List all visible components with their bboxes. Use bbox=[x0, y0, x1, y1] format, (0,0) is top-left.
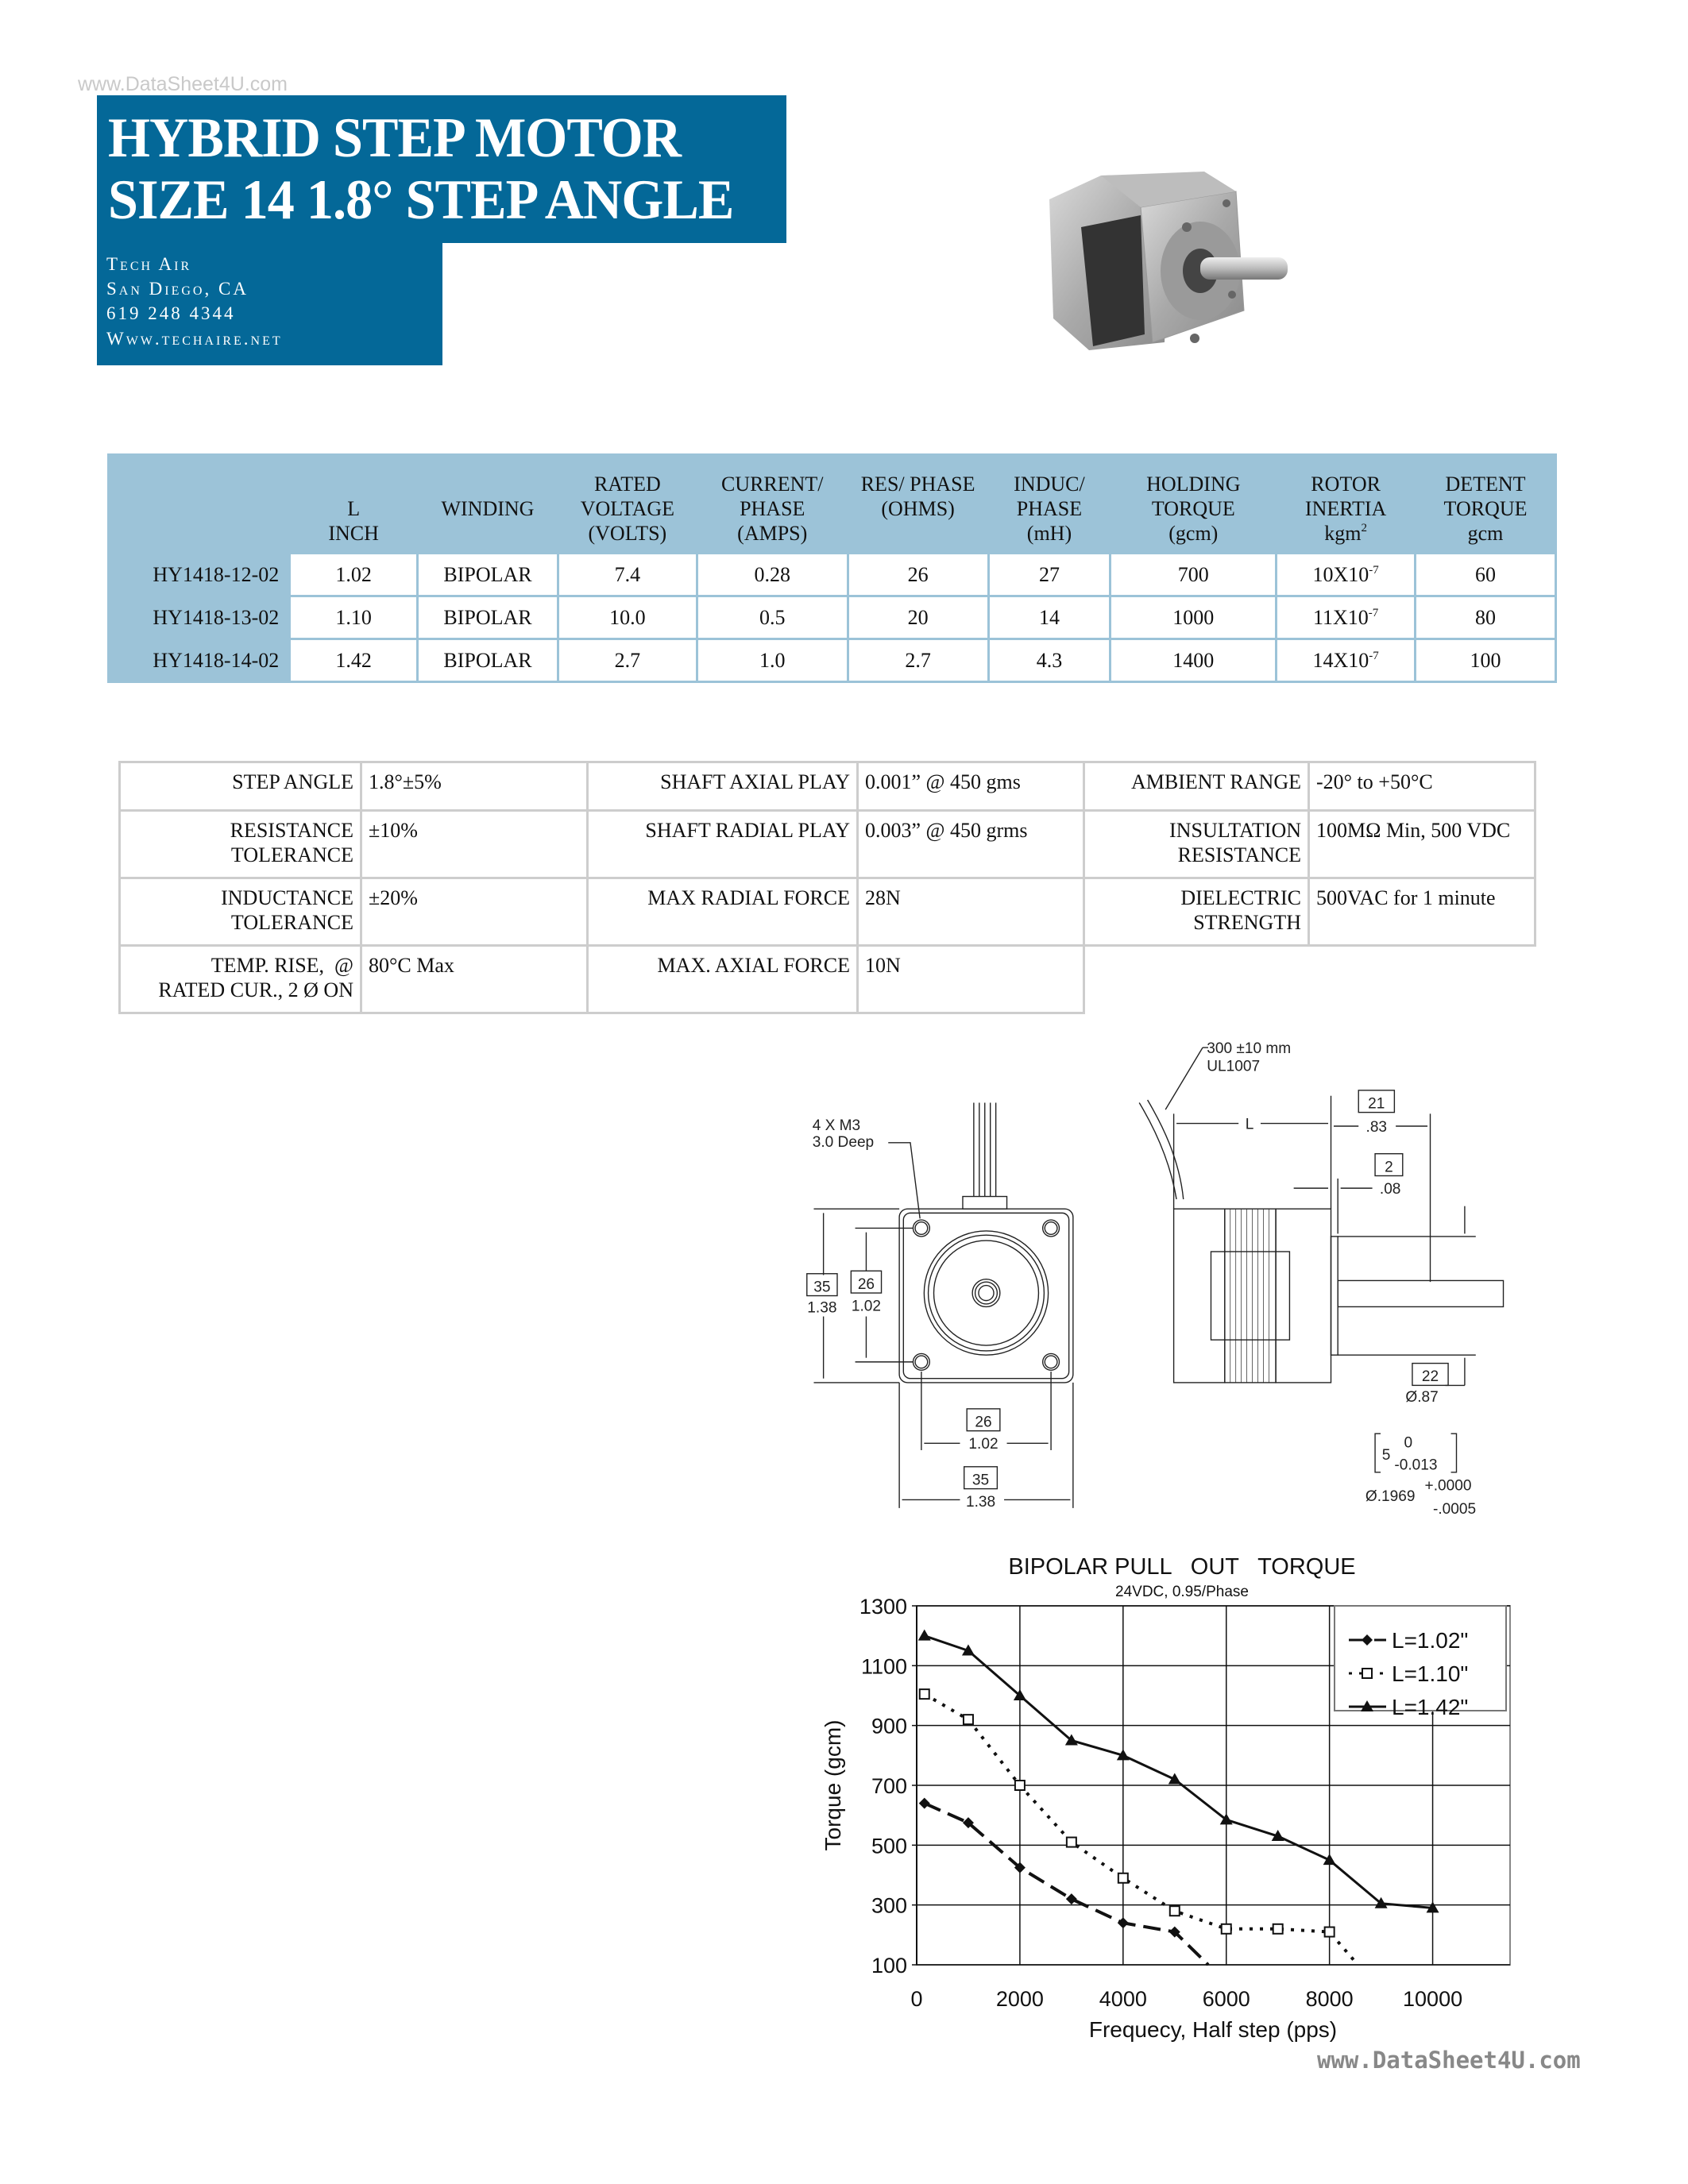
empty-cell bbox=[1084, 946, 1535, 1013]
property-label: SHAFT RADIAL PLAY bbox=[588, 811, 858, 878]
length-cell-text: 1.10 bbox=[335, 605, 372, 629]
square-marker bbox=[1118, 1873, 1128, 1883]
properties-table bbox=[118, 761, 1536, 1014]
header-winding bbox=[418, 453, 558, 554]
header-text: (VOLTS) bbox=[588, 522, 667, 545]
x-tick-label: 2000 bbox=[995, 1987, 1044, 2011]
header-banner bbox=[97, 95, 786, 243]
dim-35-mm: 35 bbox=[813, 1279, 831, 1296]
dim-2-mm: 2 bbox=[1385, 1159, 1393, 1176]
shaft-in: Ø.1969 bbox=[1365, 1488, 1416, 1506]
title-line-2: SIZE 14 1.8° STEP ANGLE bbox=[108, 169, 734, 231]
contact-block bbox=[97, 243, 442, 365]
model-cell bbox=[107, 596, 290, 639]
side-view bbox=[1139, 1048, 1503, 1472]
x-tick-label: 4000 bbox=[1099, 1987, 1147, 2011]
property-label: TEMP. RISE, @ RATED CUR., 2 Ø ON bbox=[120, 946, 361, 1013]
header-holding-torque bbox=[1111, 453, 1277, 554]
voltage-cell-text: 2.7 bbox=[614, 648, 641, 672]
spec-row bbox=[107, 639, 1556, 682]
lead-type-label: UL1007 bbox=[1207, 1058, 1261, 1075]
winding-cell bbox=[418, 596, 558, 639]
shaft-mm-tol-dn: -0.013 bbox=[1394, 1457, 1438, 1474]
property-label: DIELECTRIC STRENGTH bbox=[1084, 878, 1309, 946]
spec-header-row bbox=[107, 453, 1556, 554]
holding-torque-cell bbox=[1111, 554, 1277, 596]
header-detent-torque bbox=[1416, 453, 1556, 554]
header-inductance bbox=[988, 453, 1111, 554]
lead-length-label: 300 ±10 mm bbox=[1207, 1040, 1292, 1057]
property-label: RESISTANCE TOLERANCE bbox=[120, 811, 361, 878]
square-marker bbox=[920, 1689, 929, 1699]
company-phone: 619 248 4344 bbox=[106, 303, 236, 323]
front-flange-side bbox=[1276, 1209, 1331, 1383]
header-length bbox=[290, 453, 418, 554]
x-tick-label: 6000 bbox=[1202, 1987, 1250, 2011]
inertia-exponent: -7 bbox=[1368, 606, 1379, 619]
title-line-1: HYBRID STEP MOTOR bbox=[108, 107, 681, 169]
holding-torque-cell bbox=[1111, 639, 1277, 682]
header-text: RATED bbox=[593, 473, 661, 496]
lead-cable bbox=[1139, 1102, 1176, 1199]
header-text: (mH) bbox=[1026, 522, 1072, 545]
resistance-cell bbox=[848, 639, 988, 682]
dim-35-mm-h: 35 bbox=[971, 1472, 990, 1489]
current-cell bbox=[697, 596, 848, 639]
x-tick-label: 10000 bbox=[1403, 1987, 1463, 2011]
rotor-inertia-cell bbox=[1277, 554, 1416, 596]
header-text: (OHMS) bbox=[881, 497, 955, 520]
holding-torque-cell-text: 700 bbox=[1177, 562, 1209, 586]
motor-photo bbox=[1014, 152, 1292, 362]
voltage-cell bbox=[558, 639, 697, 682]
stator-stack bbox=[1225, 1209, 1276, 1383]
y-axis-label: Torque (gcm) bbox=[821, 1719, 845, 1851]
header-text: (AMPS) bbox=[737, 522, 808, 545]
company-name: Tech Air bbox=[106, 254, 192, 274]
motor-spec-table bbox=[107, 453, 1557, 683]
header-resistance bbox=[848, 453, 988, 554]
holding-torque-cell-text: 1000 bbox=[1172, 605, 1215, 629]
holding-torque-cell bbox=[1111, 596, 1277, 639]
detent-torque-cell bbox=[1416, 639, 1556, 682]
property-row bbox=[120, 878, 1535, 946]
winding-cell bbox=[418, 639, 558, 682]
header-text: DETENT bbox=[1445, 473, 1526, 496]
header-text: RES/ PHASE bbox=[860, 473, 975, 496]
header-text: (gcm) bbox=[1168, 522, 1219, 545]
end-cap bbox=[1174, 1209, 1225, 1383]
model-cell-text: HY1418-14-02 bbox=[153, 648, 280, 672]
rotor-inertia-cell-text: 11X10 bbox=[1312, 605, 1369, 629]
resistance-cell bbox=[848, 554, 988, 596]
dim-26-in: 1.02 bbox=[851, 1298, 882, 1315]
detent-torque-cell-text: 60 bbox=[1475, 562, 1497, 586]
winding-cell-text: BIPOLAR bbox=[443, 648, 532, 672]
header-text: VOLTAGE bbox=[580, 497, 675, 520]
company-website[interactable]: Www.techaire.net bbox=[106, 329, 283, 349]
y-tick-label: 100 bbox=[871, 1954, 907, 1978]
x-tick-label: 0 bbox=[910, 1987, 923, 2011]
resistance-cell-text: 2.7 bbox=[905, 648, 931, 672]
inductance-cell-text: 14 bbox=[1038, 605, 1060, 629]
rotor-inertia-cell-text: 10X10 bbox=[1312, 562, 1369, 586]
dim-length: L bbox=[1245, 1116, 1254, 1133]
property-row bbox=[120, 946, 1535, 1013]
square-marker bbox=[1015, 1781, 1025, 1790]
property-label: MAX RADIAL FORCE bbox=[588, 878, 858, 946]
square-marker bbox=[1222, 1924, 1231, 1934]
header-text: INERTIA bbox=[1304, 497, 1387, 520]
inductance-cell bbox=[988, 639, 1111, 682]
property-label: SHAFT AXIAL PLAY bbox=[588, 762, 858, 811]
dim-26-in-h: 1.02 bbox=[968, 1436, 999, 1453]
inductance-cell-text: 27 bbox=[1038, 562, 1060, 586]
voltage-cell-text: 10.0 bbox=[609, 605, 646, 629]
shaft-in-tol-up: +.0000 bbox=[1424, 1477, 1472, 1495]
square-marker bbox=[1362, 1669, 1372, 1678]
mount-depth-label: 3.0 Deep bbox=[812, 1134, 875, 1152]
winding-cell-text: BIPOLAR bbox=[443, 605, 532, 629]
property-label: STEP ANGLE bbox=[120, 762, 361, 811]
property-label: MAX. AXIAL FORCE bbox=[588, 946, 858, 1013]
x-tick-label: 8000 bbox=[1305, 1987, 1354, 2011]
y-tick-label: 1100 bbox=[860, 1654, 907, 1679]
y-tick-label: 900 bbox=[871, 1714, 907, 1738]
chart-subtitle: 24VDC, 0.95/Phase bbox=[1115, 1584, 1249, 1600]
header-text: gcm bbox=[1467, 522, 1504, 545]
front-view bbox=[807, 1102, 1073, 1507]
property-value: 0.003” @ 450 grms bbox=[858, 811, 1084, 878]
property-label: AMBIENT RANGE bbox=[1084, 762, 1309, 811]
dim-26-mm: 26 bbox=[857, 1275, 875, 1293]
pull-out-torque-chart bbox=[794, 1541, 1589, 2081]
dim-35-in: 1.38 bbox=[807, 1299, 837, 1317]
voltage-cell bbox=[558, 554, 697, 596]
square-marker bbox=[1273, 1924, 1283, 1934]
spec-row bbox=[107, 596, 1556, 639]
dim-21-in: .83 bbox=[1365, 1118, 1388, 1136]
mount-holes-label: 4 X M3 bbox=[812, 1117, 861, 1135]
header-text: TORQUE bbox=[1151, 497, 1235, 520]
header-text: INDUC/ bbox=[1014, 473, 1085, 496]
detent-torque-cell-text: 80 bbox=[1475, 605, 1497, 629]
model-cell bbox=[107, 639, 290, 682]
y-tick-label: 500 bbox=[871, 1834, 907, 1858]
length-cell bbox=[290, 596, 418, 639]
inductance-cell bbox=[988, 596, 1111, 639]
voltage-cell bbox=[558, 596, 697, 639]
property-value: 1.8°±5% bbox=[361, 762, 588, 811]
property-value: ±20% bbox=[361, 878, 588, 946]
spec-row bbox=[107, 554, 1556, 596]
header-text: ROTOR bbox=[1311, 473, 1381, 496]
dim-22-mm: 22 bbox=[1421, 1368, 1439, 1386]
property-value: 80°C Max bbox=[361, 946, 588, 1013]
header-exponent: 2 bbox=[1361, 522, 1367, 534]
inductance-cell bbox=[988, 554, 1111, 596]
watermark-bottom: www.DataSheet4U.com bbox=[1317, 2047, 1581, 2074]
length-cell-text: 1.02 bbox=[335, 562, 372, 586]
shaft-mm-tol-up: 0 bbox=[1404, 1434, 1413, 1452]
y-tick-label: 300 bbox=[871, 1893, 907, 1918]
property-label: INDUCTANCE TOLERANCE bbox=[120, 878, 361, 946]
header-text: WINDING bbox=[441, 497, 535, 520]
rotor-inertia-cell-text: 14X10 bbox=[1312, 648, 1369, 672]
property-row bbox=[120, 762, 1535, 811]
legend-label: L=1.10" bbox=[1392, 1661, 1469, 1686]
header-text: TORQUE bbox=[1443, 497, 1528, 520]
winding-cell-text: BIPOLAR bbox=[443, 562, 532, 586]
chart-title: BIPOLAR PULL OUT TORQUE bbox=[1008, 1554, 1356, 1580]
legend-label: L=1.02" bbox=[1392, 1628, 1469, 1653]
property-row bbox=[120, 811, 1535, 878]
header-rated-voltage bbox=[558, 453, 697, 554]
model-cell-text: HY1418-12-02 bbox=[153, 562, 280, 586]
square-marker bbox=[964, 1715, 973, 1724]
pilot-boss bbox=[924, 1231, 1048, 1355]
company-location: San Diego, CA bbox=[106, 279, 249, 299]
current-cell-text: 1.0 bbox=[759, 648, 786, 672]
pilot bbox=[1331, 1237, 1338, 1355]
y-tick-label: 1300 bbox=[859, 1595, 907, 1619]
y-tick-label: 700 bbox=[871, 1774, 907, 1798]
inertia-exponent: -7 bbox=[1369, 563, 1379, 577]
header-rotor-inertia bbox=[1277, 453, 1416, 554]
lead-wires bbox=[974, 1102, 996, 1196]
holding-torque-cell-text: 1400 bbox=[1172, 648, 1215, 672]
property-value: 500VAC for 1 minute bbox=[1309, 878, 1535, 946]
length-cell bbox=[290, 639, 418, 682]
header-text: CURRENT/ bbox=[720, 473, 824, 496]
property-value: 0.001” @ 450 gms bbox=[858, 762, 1084, 811]
property-value: 28N bbox=[858, 878, 1084, 946]
header-text: L bbox=[347, 497, 361, 520]
header-text: PHASE bbox=[740, 497, 805, 520]
property-value: -20° to +50°C bbox=[1309, 762, 1535, 811]
header-text: HOLDING bbox=[1146, 473, 1241, 496]
current-cell-text: 0.28 bbox=[754, 562, 790, 586]
property-value: 10N bbox=[858, 946, 1084, 1013]
length-cell bbox=[290, 554, 418, 596]
shaft-mm: 5 bbox=[1381, 1447, 1391, 1464]
dimension-drawing bbox=[800, 1027, 1517, 1523]
dim-22-in: Ø.87 bbox=[1405, 1389, 1439, 1406]
dim-26-mm-h: 26 bbox=[975, 1414, 992, 1431]
x-axis-label: Frequecy, Half step (pps) bbox=[1088, 2017, 1338, 2042]
rotor-inertia-cell bbox=[1277, 596, 1416, 639]
header-text: PHASE bbox=[1016, 497, 1083, 520]
dim-21-mm: 21 bbox=[1368, 1095, 1385, 1113]
winding-cell bbox=[418, 554, 558, 596]
watermark-top: www.DataSheet4U.com bbox=[78, 73, 288, 95]
model-cell-text: HY1418-13-02 bbox=[153, 605, 280, 629]
detent-torque-cell bbox=[1416, 554, 1556, 596]
current-cell-text: 0.5 bbox=[759, 605, 786, 629]
shaft-in-tol-dn: -.0005 bbox=[1432, 1500, 1477, 1518]
square-marker bbox=[1325, 1927, 1335, 1937]
property-label: INSULTATION RESISTANCE bbox=[1084, 811, 1309, 878]
connector bbox=[963, 1197, 1007, 1210]
square-marker bbox=[1067, 1838, 1076, 1847]
header-model bbox=[107, 453, 290, 554]
length-cell-text: 1.42 bbox=[335, 648, 372, 672]
square-marker bbox=[1170, 1906, 1180, 1916]
dim-2-in: .08 bbox=[1379, 1181, 1401, 1198]
inductance-cell-text: 4.3 bbox=[1036, 648, 1063, 672]
shaft-end bbox=[972, 1279, 1000, 1307]
header-text: kgm bbox=[1324, 522, 1362, 545]
inertia-exponent: -7 bbox=[1369, 649, 1379, 662]
detent-torque-cell bbox=[1416, 596, 1556, 639]
rotor-inertia-cell bbox=[1277, 639, 1416, 682]
shaft bbox=[1338, 1280, 1503, 1306]
header-current bbox=[697, 453, 848, 554]
property-value: ±10% bbox=[361, 811, 588, 878]
dim-35-in-h: 1.38 bbox=[965, 1494, 996, 1511]
resistance-cell-text: 26 bbox=[907, 562, 929, 586]
resistance-cell bbox=[848, 596, 988, 639]
detent-torque-cell-text: 100 bbox=[1470, 648, 1501, 672]
property-value: 100MΩ Min, 500 VDC bbox=[1309, 811, 1535, 878]
legend-label: L=1.42" bbox=[1392, 1695, 1469, 1719]
resistance-cell-text: 20 bbox=[907, 605, 929, 629]
model-cell bbox=[107, 554, 290, 596]
current-cell bbox=[697, 639, 848, 682]
current-cell bbox=[697, 554, 848, 596]
header-text: INCH bbox=[328, 522, 379, 545]
chart-legend bbox=[1335, 1606, 1506, 1719]
voltage-cell-text: 7.4 bbox=[614, 562, 641, 586]
